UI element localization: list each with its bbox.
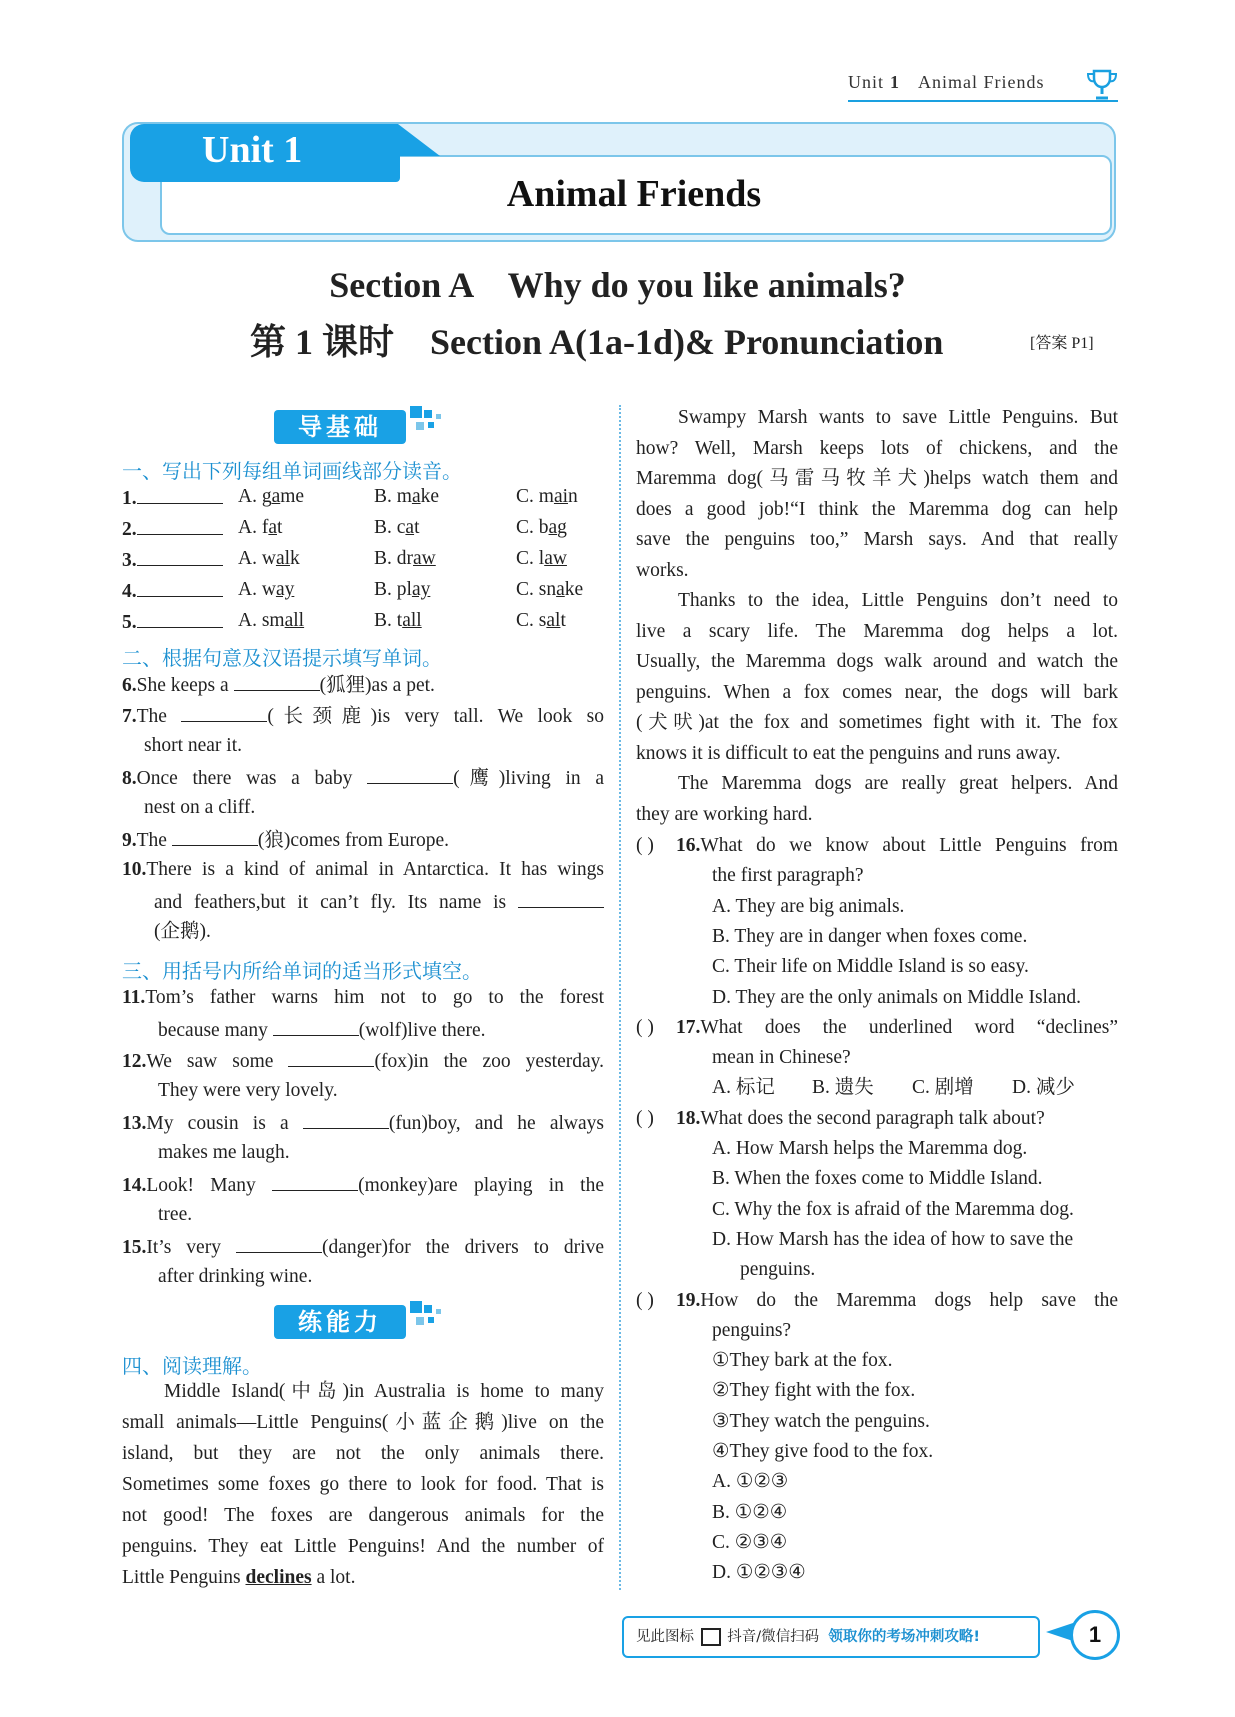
passage-text: save the penguins too,” Marsh says. And that really [636, 529, 1118, 550]
passage-line [636, 801, 1118, 829]
option[interactable]: ②They fight with the fox. [712, 1380, 916, 1402]
option[interactable]: ③They watch the penguins. [712, 1410, 930, 1432]
option[interactable]: C. ②③④ [712, 1531, 788, 1553]
word-part: l [538, 548, 545, 569]
question-13-cont: makes me laugh. [158, 1142, 290, 1163]
question-12-cont: They were very lovely. [158, 1080, 338, 1101]
answer-paren[interactable]: ( ) [636, 1289, 654, 1311]
underlined-part: aw [544, 548, 567, 569]
option-letter: A. [238, 517, 262, 538]
question-15-cont: after drinking wine. [158, 1266, 313, 1287]
option[interactable]: C. 剧增 [912, 1077, 974, 1099]
word-part: t [414, 517, 420, 538]
question-stem: What does the second paragraph talk about? [700, 1107, 1045, 1129]
question-text [676, 832, 1118, 860]
passage-text: knows it is difficult to eat the penguins and runs away. [636, 742, 1061, 764]
option[interactable]: B. They are in danger when foxes come. [712, 925, 1028, 947]
option-c [516, 576, 583, 604]
passage-line [678, 770, 1118, 798]
option-letter: B. [374, 517, 397, 538]
passage-text: Usually, the Maremma dogs walk around and watch the [636, 651, 1118, 672]
option-b [374, 607, 422, 635]
passage-text: not good! The foxes are dangerous animals for the [122, 1505, 604, 1526]
option-letter: C. [516, 486, 539, 507]
option-letter: A. [238, 579, 262, 600]
word-part: me [280, 486, 305, 507]
answer-blank[interactable] [273, 1015, 359, 1036]
word-part: dr [396, 548, 414, 569]
word-part: sm [261, 610, 285, 631]
passage-text: does a good job!“I think the Maremma dog can help [636, 498, 1118, 520]
question-18 [676, 1105, 1118, 1133]
item-number: 1. [122, 488, 137, 509]
question-10-hint: (企鹅). [154, 921, 211, 942]
option-a [238, 483, 304, 511]
word-part: t [560, 610, 566, 631]
option[interactable]: penguins. [740, 1259, 816, 1281]
option-letter: B. [374, 610, 397, 631]
underlined-part: ay [275, 579, 295, 600]
pronunciation-row [122, 607, 223, 637]
option-letter: A. [238, 610, 262, 631]
underlined-part: ay [411, 579, 431, 600]
pronunciation-row [122, 545, 223, 575]
question-16 [676, 832, 1118, 860]
item-number: 5. [122, 612, 137, 633]
question-15: 15.It’s very (danger)for the drivers to drive [122, 1232, 604, 1262]
running-head: Unit 1 Animal Friends [848, 72, 1045, 92]
option-letter: B. [374, 548, 397, 569]
passage-line [164, 1378, 604, 1406]
option[interactable]: D. They are the only animals on Middle Island. [712, 986, 1081, 1008]
passage-line [636, 557, 1118, 585]
page-number: 1 [1070, 1610, 1120, 1660]
question-stem: What does the underlined word “declines” [700, 1016, 1118, 1038]
passage-text: works. [636, 559, 689, 581]
underlined-part: al [275, 548, 291, 569]
answer-reference: [答案 P1] [1030, 335, 1094, 352]
option-a [238, 545, 300, 573]
question-14: 14.Look! Many (monkey)are playing in the [122, 1170, 604, 1200]
option[interactable]: C. Why the fox is afraid of the Maremma dog. [712, 1198, 1074, 1220]
option[interactable]: C. Their life on Middle Island is so easy. [712, 956, 1029, 978]
badge-foundation: 导基础 [274, 410, 406, 444]
item-number: 4. [122, 581, 137, 602]
option[interactable]: B. When the foxes come to Middle Island. [712, 1168, 1043, 1190]
question-text [676, 1105, 1118, 1133]
passage-line [122, 1440, 604, 1468]
word-part: pl [396, 579, 412, 600]
word-part: n [568, 486, 578, 507]
question-8: 8.Once there was a baby (鹰)living in a [122, 763, 604, 793]
word-part: m [396, 486, 412, 507]
passage-line [636, 648, 1118, 676]
pronunciation-row [122, 483, 223, 513]
unit-title: Animal Friends [506, 173, 762, 215]
question-stem: What do we know about Little Penguins from [700, 835, 1118, 856]
passage-text: penguins. They eat Little Penguins! And the number of [122, 1536, 604, 1557]
option-letter: B. [374, 486, 397, 507]
option-letter: C. [516, 610, 539, 631]
underlined-word: declines [245, 1567, 312, 1588]
question-6: 6.She keeps a (狐狸)as a pet. [122, 670, 435, 700]
question-19 [676, 1287, 1118, 1315]
underlined-part: a [556, 579, 565, 600]
question-7-cont: short near it. [144, 735, 243, 756]
passage-line [122, 1409, 604, 1437]
question-stem-cont: mean in Chinese? [712, 1047, 851, 1069]
passage-text: (犬吠)at the fox and sometimes fight with it. The fox [636, 712, 1118, 733]
qr-icon [701, 1628, 721, 1646]
pronunciation-row [122, 514, 223, 544]
passage-text: Sometimes some foxes go there to look for food. That is [122, 1474, 604, 1495]
passage-line [636, 465, 1118, 493]
passage-line [678, 587, 1118, 615]
word-part: c [396, 517, 406, 538]
question-number: 16. [676, 835, 701, 856]
passage-line [636, 679, 1118, 707]
underlined-part: a [268, 517, 277, 538]
option-a [238, 607, 304, 635]
option-c [516, 545, 567, 573]
option[interactable]: A. They are big animals. [712, 895, 905, 917]
word-part: w [261, 579, 276, 600]
word-part: m [538, 486, 554, 507]
answer-blank[interactable] [234, 670, 320, 691]
passage-line [122, 1533, 604, 1561]
passage-text: they are working hard. [636, 803, 813, 825]
answer-blank[interactable] [137, 545, 223, 566]
word-part: f [261, 517, 269, 538]
passage-text: island, but they are not the only animals there. [122, 1443, 604, 1464]
option-c [516, 607, 566, 635]
passage-line [636, 496, 1118, 524]
word-part: ke [420, 486, 439, 507]
question-12: 12.We saw some (fox)in the zoo yesterday. [122, 1046, 604, 1076]
underlined-part: all [402, 610, 422, 631]
underlined-part: ai [553, 486, 569, 507]
answer-blank[interactable] [288, 1046, 374, 1067]
lesson-title: 第 1 课时 Section A(1a-1d)& Pronunciation [250, 322, 944, 362]
option-a [238, 576, 294, 604]
option[interactable]: A. ①②③ [712, 1471, 789, 1493]
answer-blank[interactable] [137, 576, 223, 597]
badge-ability: 练能力 [274, 1305, 406, 1339]
underlined-part: aw [413, 548, 436, 569]
question-8-cont: nest on a cliff. [144, 797, 256, 818]
option-letter: C. [516, 517, 539, 538]
item-number: 2. [122, 519, 137, 540]
option-b [374, 514, 420, 542]
passage-text: how? Well, Marsh keeps lots of chickens, and the [636, 437, 1118, 459]
answer-paren[interactable]: ( ) [636, 1107, 654, 1129]
passage-line [636, 618, 1118, 646]
passage-last-line: Little Penguins declines a lot. [122, 1567, 356, 1588]
option[interactable]: ①They bark at the fox. [712, 1350, 893, 1372]
passage-text: Middle Island(中岛)in Australia is home to many [164, 1381, 604, 1402]
part2-heading: 二、根据句意及汉语提示填写单词。 [122, 646, 442, 670]
option-b [374, 483, 439, 511]
word-part: g [261, 486, 272, 507]
passage-text: live a scary life. The Maremma dog helps a lot. [636, 620, 1118, 642]
passage-text: Thanks to the idea, Little Penguins don’t need to [678, 590, 1118, 611]
option-b [374, 545, 436, 573]
pronunciation-row [122, 576, 223, 606]
underlined-part: a [548, 517, 558, 538]
option[interactable]: A. How Marsh helps the Maremma dog. [712, 1138, 1028, 1159]
word-part: b [538, 517, 549, 538]
underlined-part: a [271, 486, 281, 507]
option[interactable]: D. ①②③④ [712, 1562, 806, 1584]
passage-line [122, 1502, 604, 1530]
question-10: 10.There is a kind of animal in Antarctica. It has wings [122, 859, 604, 880]
question-7: 7.The (长颈鹿)is very tall. We look so [122, 701, 604, 731]
answer-blank[interactable] [236, 1232, 322, 1253]
passage-text: Swampy Marsh wants to save Little Penguins. But [678, 407, 1118, 428]
answer-blank[interactable] [137, 514, 223, 535]
answer-blank[interactable] [181, 701, 267, 722]
word-part: w [261, 548, 276, 569]
passage-line [122, 1471, 604, 1499]
option[interactable]: B. 遗失 [812, 1077, 874, 1099]
option[interactable]: D. 减少 [1012, 1077, 1075, 1099]
option-letter: C. [516, 548, 539, 569]
footer-text: 见此图标 抖音/微信扫码 领取你的考场冲刺攻略! [636, 1629, 980, 1645]
question-10-cont: and feathers,but it can’t fly. Its name is [154, 887, 604, 917]
word-part: s [538, 610, 547, 631]
passage-line [678, 404, 1118, 432]
header-rule [848, 100, 1118, 102]
passage-text: penguins. When a fox comes near, the dogs will bark [636, 681, 1118, 703]
word-part: k [290, 548, 300, 569]
word-part: t [396, 610, 403, 631]
question-number: 18. [676, 1107, 701, 1129]
section-title: Section A Why do you like animals? [329, 265, 906, 305]
column-divider [619, 405, 621, 1590]
option[interactable]: D. How Marsh has the idea of how to save the [712, 1228, 1074, 1250]
trophy-icon [1085, 68, 1119, 102]
underlined-part: a [411, 486, 421, 507]
option-c [516, 483, 578, 511]
answer-blank[interactable] [303, 1108, 389, 1129]
option-letter: B. [374, 579, 397, 600]
question-17 [676, 1014, 1118, 1042]
question-text [676, 1287, 1118, 1315]
option-letter: A. [238, 486, 262, 507]
part4-heading: 四、阅读理解。 [122, 1354, 262, 1378]
unit-label: Unit 1 [202, 129, 303, 171]
answer-paren[interactable]: ( ) [636, 1016, 654, 1038]
question-13: 13.My cousin is a (fun)boy, and he always [122, 1108, 604, 1138]
answer-blank[interactable] [272, 1170, 358, 1191]
option-letter: C. [516, 579, 539, 600]
passage-text: small animals—Little Penguins(小蓝企鹅)live on the [122, 1412, 604, 1433]
word-part: g [557, 517, 567, 538]
item-number: 3. [122, 550, 137, 571]
underlined-part: al [546, 610, 561, 631]
option[interactable]: A. 标记 [712, 1077, 775, 1099]
option-a [238, 514, 282, 542]
passage-text: The Maremma dogs are really great helpers. And [678, 773, 1118, 794]
word-part: t [277, 517, 283, 538]
word-part: sn [538, 579, 557, 600]
question-14-cont: tree. [158, 1204, 193, 1225]
answer-blank[interactable] [367, 763, 453, 784]
passage-text: Maremma dog(马雷马牧羊犬)helps watch them and [636, 468, 1118, 489]
part3-heading: 三、用括号内所给单词的适当形式填空。 [122, 959, 482, 983]
option[interactable]: B. ①②④ [712, 1501, 788, 1523]
underlined-part: a [405, 517, 415, 538]
answer-blank[interactable] [137, 483, 223, 504]
question-11: 11.Tom’s father warns him not to go to the forest [122, 987, 604, 1008]
question-11-cont: because many (wolf)live there. [158, 1015, 486, 1045]
underlined-part: all [284, 610, 305, 631]
question-number: 17. [676, 1016, 701, 1038]
passage-line [636, 526, 1118, 554]
question-text [676, 1014, 1118, 1042]
question-stem-cont: the first paragraph? [712, 865, 864, 887]
option-letter: A. [238, 548, 262, 569]
passage-line [636, 740, 1118, 768]
question-stem-cont: penguins? [712, 1319, 792, 1341]
passage-line [636, 709, 1118, 737]
question-number: 19. [676, 1289, 701, 1311]
part1-heading: 一、写出下列每组单词画线部分读音。 [122, 459, 462, 483]
answer-blank[interactable] [518, 887, 604, 908]
badge-deco-icon [408, 404, 444, 438]
option[interactable]: ④They give food to the fox. [712, 1441, 934, 1462]
passage-line [636, 435, 1118, 463]
question-9: 9.The (狼)comes from Europe. [122, 825, 449, 855]
word-part: ke [564, 579, 584, 600]
question-stem: How do the Maremma dogs help save the [700, 1289, 1118, 1311]
answer-blank[interactable] [172, 825, 258, 846]
option-c [516, 514, 567, 542]
answer-blank[interactable] [137, 607, 223, 628]
badge-deco-icon [408, 1299, 444, 1333]
answer-paren[interactable]: ( ) [636, 835, 654, 856]
option-b [374, 576, 430, 604]
